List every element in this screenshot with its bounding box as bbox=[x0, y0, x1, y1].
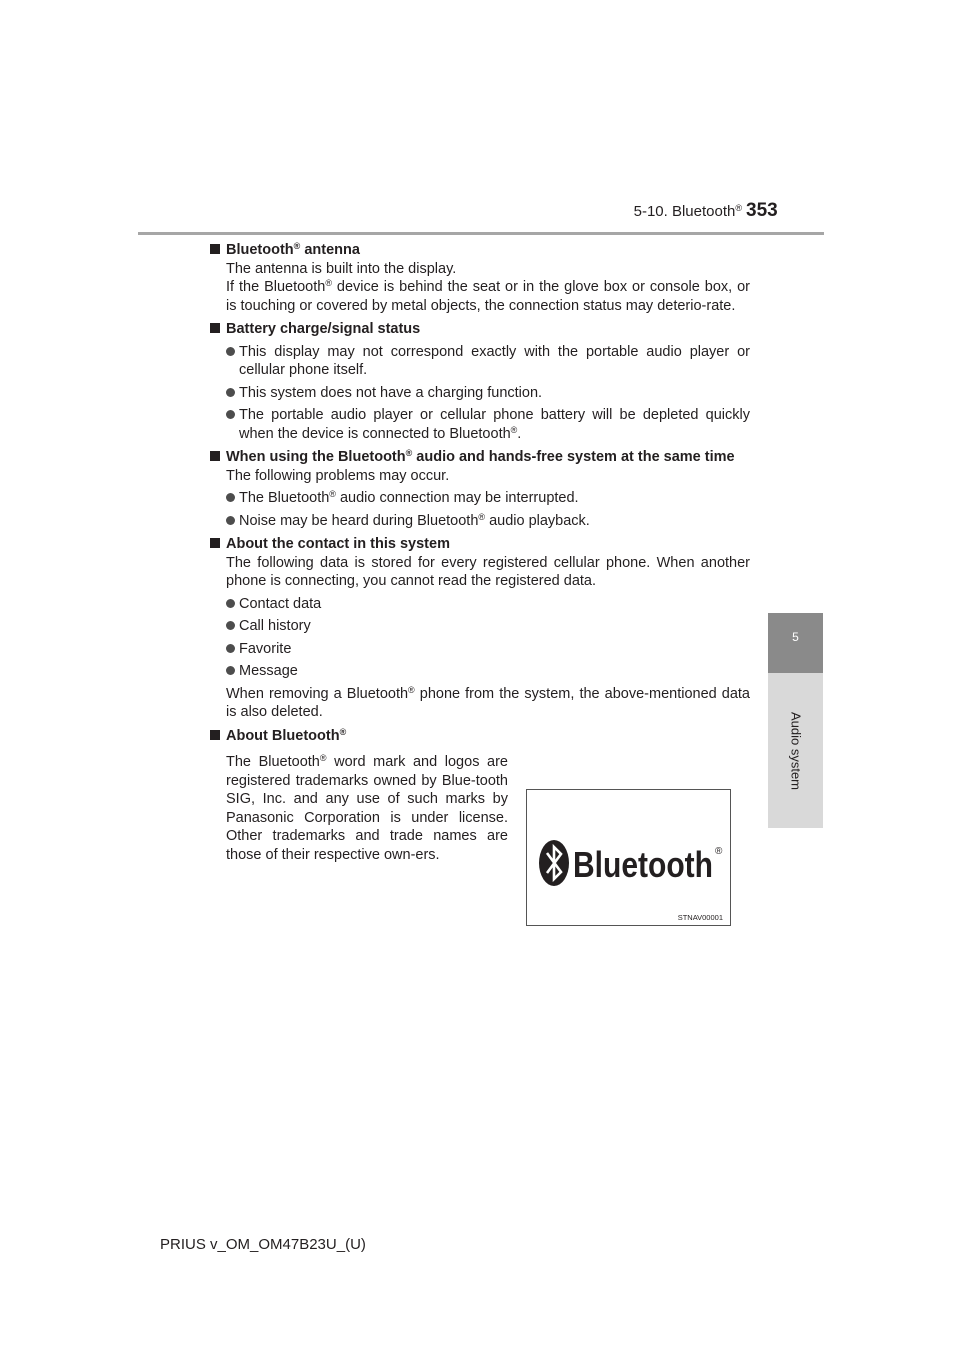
section-square-icon bbox=[210, 730, 220, 740]
bullet-icon bbox=[226, 516, 235, 525]
section-simultaneous-use bbox=[210, 448, 750, 530]
section-square-icon bbox=[210, 244, 220, 254]
bullet-icon bbox=[226, 666, 235, 675]
section-antenna bbox=[210, 241, 750, 315]
bullet-icon bbox=[226, 410, 235, 419]
chapter-tab-label: Audio system bbox=[768, 673, 823, 828]
page-number: 353 bbox=[746, 200, 778, 221]
bluetooth-logo-figure bbox=[526, 789, 731, 926]
bullet-icon bbox=[226, 347, 235, 356]
paragraph: When removing a Bluetooth® phone from the system, the above-mentioned data is also deleted. bbox=[226, 684, 750, 720]
section-title: About the contact in this system bbox=[226, 536, 450, 552]
paragraph: The Bluetooth® word mark and logos are registered trademarks owned by Blue-tooth SIG, Inc. and any use of such marks by Panasonic Corporation is under license. Other trademarks and trade names are those of their respective own-ers. bbox=[226, 753, 508, 863]
list-item: Favorite bbox=[226, 640, 750, 659]
list-item: Call history bbox=[226, 617, 750, 636]
paragraph: If the Bluetooth® device is behind the seat or in the glove box or console box, or is touching or covered by metal objects, the connection status may deterio-rate. bbox=[226, 278, 750, 314]
list-item: This system does not have a charging function. bbox=[226, 384, 750, 403]
figure-code: STNAV00001 bbox=[677, 913, 723, 922]
registered-mark: ® bbox=[715, 846, 723, 857]
section-square-icon bbox=[210, 323, 220, 333]
bullet-icon bbox=[226, 493, 235, 502]
page-content bbox=[210, 241, 750, 869]
chapter-tab-number: 5 bbox=[768, 613, 823, 673]
list-item: The portable audio player or cellular phone battery will be depleted quickly when the device is connected to Bluetooth®. bbox=[226, 406, 750, 443]
section-square-icon bbox=[210, 538, 220, 548]
list-item: The Bluetooth® audio connection may be interrupted. bbox=[226, 489, 750, 508]
list-item: Contact data bbox=[226, 595, 750, 614]
paragraph: The antenna is built into the display. bbox=[226, 260, 457, 277]
bullet-icon bbox=[226, 599, 235, 608]
list-item: Message bbox=[226, 662, 750, 681]
bullet-icon bbox=[226, 644, 235, 653]
header-rule bbox=[138, 232, 824, 235]
section-title: When using the Bluetooth® audio and hands-free system at the same time bbox=[226, 448, 735, 465]
registered-mark: ® bbox=[735, 203, 742, 213]
bullet-icon bbox=[226, 621, 235, 630]
section-title: About Bluetooth® bbox=[226, 726, 347, 744]
paragraph: The following problems may occur. bbox=[226, 467, 450, 484]
bluetooth-logo-icon bbox=[538, 838, 724, 888]
header-section-title: 5-10. Bluetooth® bbox=[633, 203, 742, 220]
section-title: Battery charge/signal status bbox=[226, 321, 421, 337]
section-title: Bluetooth® antenna bbox=[226, 241, 360, 258]
section-battery bbox=[210, 320, 750, 443]
list-item: Noise may be heard during Bluetooth® audio playback. bbox=[226, 512, 750, 531]
section-contact bbox=[210, 535, 750, 722]
list-item: This display may not correspond exactly with the portable audio player or cellular phone itself. bbox=[226, 343, 750, 380]
bluetooth-wordmark: Bluetooth bbox=[573, 844, 713, 885]
paragraph: The following data is stored for every registered cellular phone. When another phone is connecting, you cannot read the registered data. bbox=[226, 554, 750, 589]
bullet-icon bbox=[226, 388, 235, 397]
footer-doc-id: PRIUS v_OM_OM47B23U_(U) bbox=[160, 1236, 366, 1253]
section-square-icon bbox=[210, 451, 220, 461]
